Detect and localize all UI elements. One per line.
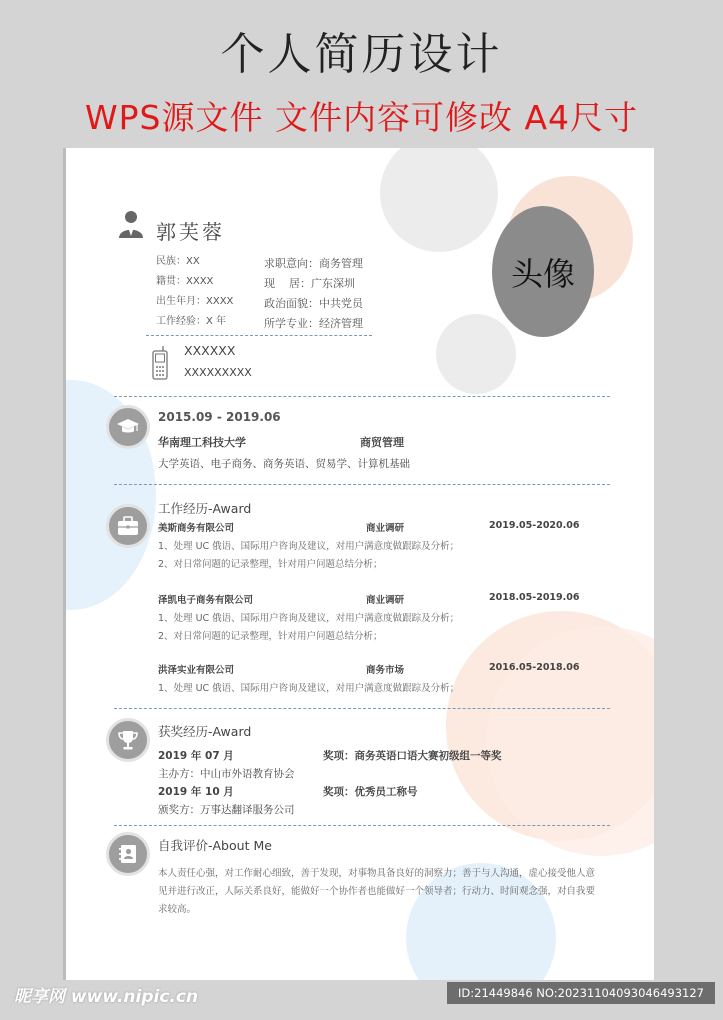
- work-duty: 1、处理 UC 俄语、国际用户咨询及建议，对用户满意度做跟踪及分析；: [158, 613, 460, 624]
- work-section-title: 工作经历-Award: [158, 501, 252, 516]
- education-major: 商贸管理: [360, 436, 404, 449]
- about-text-line: 本人责任心强，对工作耐心细致，善于发现，对事物具备良好的洞察力；善于与人沟通，虚心接受他人意: [158, 868, 596, 879]
- person-icon: [118, 210, 144, 238]
- phone-icon: [152, 346, 168, 380]
- award-date: 2019 年 10 月: [158, 786, 234, 798]
- info-birth: 出生年月：XXXX: [156, 296, 234, 307]
- education-icon-badge: [106, 405, 150, 449]
- award-name: 奖项：优秀员工称号: [323, 786, 418, 798]
- work-icon-badge: [106, 504, 150, 548]
- work-date: 2016.05-2018.06: [489, 662, 580, 673]
- info-major: 所学专业：经济管理: [264, 317, 363, 330]
- divider: [114, 708, 610, 709]
- divider: [146, 335, 372, 336]
- about-text-line: 求较高。: [158, 904, 197, 915]
- contact-email: XXXXXXXXX: [184, 366, 252, 379]
- work-company: 泽凯电子商务有限公司: [158, 595, 254, 606]
- resume-page: [66, 148, 654, 980]
- info-political: 政治面貌：中共党员: [264, 297, 363, 310]
- work-duty: 2、对日常问题的记录整理，针对用户问题总结分析；: [158, 559, 383, 570]
- trophy-icon: [117, 729, 139, 751]
- info-ethnicity: 民族：XX: [156, 256, 200, 267]
- about-text-line: 见并进行改正，人际关系良好，能做好一个协作者也能做好一个领导者；行动力、时间观念强，对自我要: [158, 886, 596, 897]
- work-role: 商业调研: [366, 523, 405, 534]
- education-school: 华南理工科技大学: [158, 436, 246, 449]
- work-role: 商业调研: [366, 595, 405, 606]
- award-organizer: 主办方：中山市外语教育协会: [158, 768, 295, 780]
- decor-circle: [380, 148, 498, 252]
- image-id-bar: ID:21449846 NO:20231104093046493127: [447, 982, 715, 1004]
- work-duty: 1、处理 UC 俄语、国际用户咨询及建议，对用户满意度做跟踪及分析；: [158, 541, 460, 552]
- candidate-name: 郭芙蓉: [156, 220, 225, 244]
- contact-card-icon: [117, 843, 139, 865]
- award-name: 奖项：商务英语口语大赛初级组一等奖: [323, 750, 502, 762]
- award-organizer: 颁奖方：万事达翻译服务公司: [158, 804, 295, 816]
- divider: [114, 825, 610, 826]
- award-date: 2019 年 07 月: [158, 750, 234, 762]
- education-period: 2015.09 - 2019.06: [158, 410, 281, 424]
- graduation-cap-icon: [117, 416, 139, 438]
- info-job-target: 求职意向：商务管理: [264, 257, 363, 270]
- site-watermark: 昵享网 www.nipic.cn: [14, 987, 199, 1007]
- decor-circle: [406, 863, 556, 980]
- decor-circle: [436, 314, 516, 394]
- banner-subtitle: WPS源文件 文件内容可修改 A4尺寸: [84, 98, 639, 137]
- work-date: 2018.05-2019.06: [489, 592, 580, 603]
- work-date: 2019.05-2020.06: [489, 520, 580, 531]
- work-duty: 2、对日常问题的记录整理，针对用户问题总结分析；: [158, 631, 383, 642]
- banner-title: 个人简历设计: [220, 29, 503, 80]
- awards-section-title: 获奖经历-Award: [158, 724, 252, 739]
- work-company: 洪泽实业有限公司: [158, 665, 235, 676]
- education-courses: 大学英语、电子商务、商务英语、贸易学、计算机基础: [158, 458, 410, 470]
- avatar-placeholder[interactable]: [492, 206, 594, 337]
- info-experience: 工作经验：X 年: [156, 316, 227, 327]
- work-company: 美斯商务有限公司: [158, 523, 235, 534]
- work-duty: 1、处理 UC 俄语、国际用户咨询及建议，对用户满意度做跟踪及分析；: [158, 683, 460, 694]
- divider: [114, 484, 610, 485]
- work-role: 商务市场: [366, 665, 405, 676]
- avatar-label: 头像: [510, 254, 575, 293]
- awards-icon-badge: [106, 718, 150, 762]
- info-hometown: 籍贯：XXXX: [156, 276, 214, 287]
- contact-phone: XXXXXX: [184, 343, 236, 358]
- divider: [114, 396, 610, 397]
- about-icon-badge: [106, 832, 150, 876]
- briefcase-icon: [117, 515, 139, 537]
- info-residence: 现 居：广东深圳: [264, 277, 355, 290]
- about-section-title: 自我评价-About Me: [158, 838, 272, 853]
